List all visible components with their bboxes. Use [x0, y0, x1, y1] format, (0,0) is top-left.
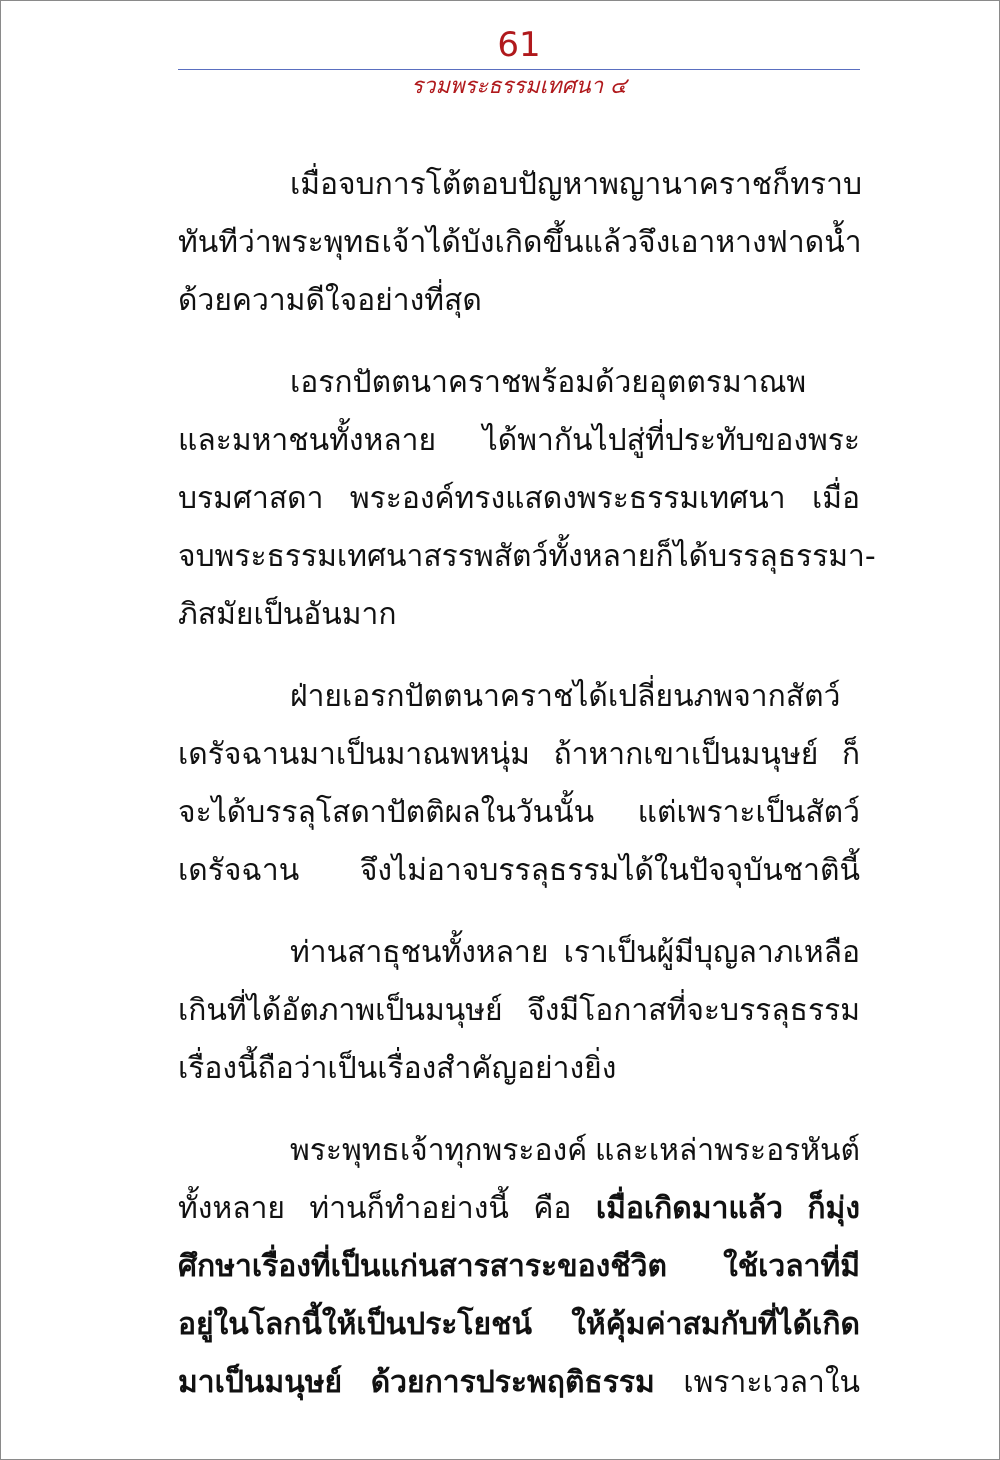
text-segment: ทันทีว่าพระพุทธเจ้าได้บังเกิดขึ้นแล้ว — [178, 225, 639, 260]
text-line — [178, 354, 860, 412]
text-line — [178, 1354, 860, 1412]
text-line — [178, 1122, 860, 1180]
text-segment: ก็ — [841, 737, 860, 772]
emphasis-text: ด้วยการประพฤติธรรม — [370, 1365, 655, 1400]
text-segment: เมื่อจบการโต้ตอบปัญหา — [290, 167, 600, 202]
running-title: รวมพระธรรมเทศนา ๔ — [411, 74, 627, 99]
emphasis-text: ศึกษาเรื่องที่เป็นแก่นสารสาระของชีวิต — [178, 1249, 667, 1284]
text-segment: ทั้งหลาย — [178, 1191, 286, 1226]
emphasis-text: เมื่อเกิดมาแล้ว — [595, 1191, 783, 1226]
text-segment: เดรัจฉานมาเป็นมาณพหนุ่ม — [178, 737, 530, 772]
text-line — [178, 156, 863, 214]
text-segment: ได้พากันไปสู่ที่ประทับของพระ — [482, 423, 860, 458]
text-segment: และเหล่าพระอรหันต์ — [595, 1133, 860, 1168]
text-segment: สรรพสัตว์ทั้งหลายก็ได้บรรลุธรรมา- — [423, 539, 876, 574]
text-line — [178, 1040, 860, 1098]
page-header — [178, 22, 860, 104]
text-line — [178, 982, 860, 1040]
text-segment: ฝ่ายเอรกปัตตนาคราชได้เปลี่ยนภพจากสัตว์ — [290, 679, 841, 714]
text-segment: และมหาชนทั้งหลาย — [178, 423, 437, 458]
text-line — [178, 214, 860, 272]
text-segment: คือ — [533, 1191, 572, 1226]
text-segment: เพราะเวลาใน — [683, 1365, 860, 1400]
paragraph — [178, 668, 860, 900]
text-line — [178, 1238, 860, 1296]
text-line — [178, 412, 860, 470]
text-segment: เดรัจฉาน — [178, 853, 300, 888]
emphasis-text: อยู่ในโลกนี้ให้เป็นประโยชน์ — [178, 1307, 532, 1342]
text-segment: จบพระธรรมเทศนา — [178, 539, 424, 574]
text-segment: ด้วยความดีใจอย่างที่สุด — [178, 283, 482, 318]
text-segment: พระองค์ทรงแสดงพระธรรมเทศนา — [349, 481, 786, 516]
text-segment: บรมศาสดา — [178, 481, 324, 516]
text-line — [178, 924, 860, 982]
text-segment: จึงมีโอกาสที่จะบรรลุธรรม — [527, 993, 860, 1028]
text-line — [178, 272, 860, 330]
text-segment: จะได้บรรลุโสดาปัตติผลในวันนั้น — [178, 795, 595, 830]
text-line — [178, 586, 860, 644]
text-line — [178, 842, 860, 900]
text-segment: แต่เพราะเป็นสัตว์ — [637, 795, 860, 830]
text-segment: เมื่อ — [811, 481, 860, 516]
emphasis-text: ใช้เวลาที่มี — [723, 1249, 860, 1284]
text-segment: ท่านสาธุชนทั้งหลาย — [290, 935, 549, 970]
text-segment: เอรกปัตตนาคราชพร้อมด้วยอุตตรมาณพ — [290, 365, 807, 400]
text-segment: ถ้าหากเขาเป็นมนุษย์ — [553, 737, 819, 772]
text-line — [178, 528, 876, 586]
text-line — [178, 784, 860, 842]
text-segment: เราเป็นผู้มีบุญลาภเหลือ — [563, 935, 860, 970]
text-line — [178, 668, 860, 726]
emphasis-text: ก็มุ่ง — [807, 1191, 860, 1226]
text-segment: ท่านก็ทำอย่างนี้ — [309, 1191, 509, 1226]
text-line — [178, 1180, 860, 1238]
text-segment: จึงเอาหางฟาดน้ำ — [638, 225, 862, 260]
paragraph — [178, 156, 863, 330]
text-segment: จึงไม่อาจบรรลุธรรมได้ในปัจจุบันชาตินี้ — [359, 853, 860, 888]
text-segment: เกินที่ได้อัตภาพเป็นมนุษย์ — [178, 993, 503, 1028]
text-line — [178, 470, 860, 528]
body-text — [178, 156, 876, 1412]
paragraph — [178, 354, 876, 644]
paragraph — [178, 1122, 860, 1412]
emphasis-text: มาเป็นมนุษย์ — [178, 1365, 343, 1400]
text-line — [178, 726, 860, 784]
emphasis-text: ให้คุ้มค่าสมกับที่ได้เกิด — [571, 1307, 860, 1342]
text-segment: ภิสมัยเป็นอันมาก — [178, 597, 397, 632]
text-segment: เรื่องนี้ถือว่าเป็นเรื่องสำคัญอย่างยิ่ง — [178, 1051, 617, 1086]
text-segment: พระพุทธเจ้าทุกพระองค์ — [290, 1133, 588, 1168]
page-number: 61 — [497, 25, 541, 65]
paragraph — [178, 924, 860, 1098]
text-segment: พญานาคราชก็ทราบ — [599, 167, 863, 202]
text-line — [178, 1296, 860, 1354]
